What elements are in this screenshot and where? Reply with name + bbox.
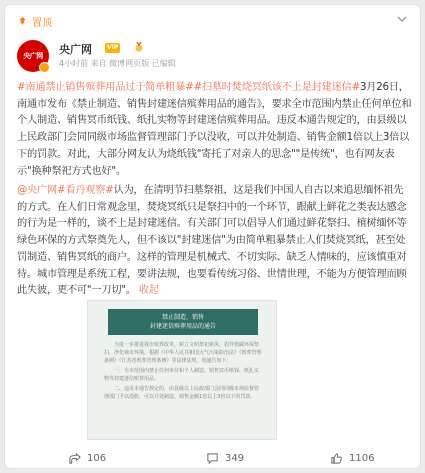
image-header: 禁止制造、销售 封建迷信殡葬用品的通告 [108,309,258,335]
comment-count: 349 [225,453,245,464]
post-source: 微博网页版 [109,59,150,68]
verified-badge-icon [39,62,50,73]
share-icon [68,452,81,465]
share-count: 106 [87,453,107,464]
image-paragraph: 二、违反本通告规定的，由县级以上民政部门会同同级市场监督管理部门予以没收，可以并处制造、销售金额1倍以上3倍以下的罚款。 [104,386,260,400]
thumbs-up-icon [330,452,343,465]
hashtag-link[interactable]: #看丹观察# [56,185,114,196]
post-paragraph-1 [17,80,413,180]
hashtag-link[interactable]: #扫墓时焚烧冥纸该不上是封建迷信# [193,82,360,93]
comment-button[interactable] [206,452,244,465]
chevron-down-icon[interactable] [394,11,410,27]
like-count: 1106 [349,453,375,464]
edited-label[interactable]: 已编辑 [151,59,176,68]
post-meta [59,58,176,69]
pin-icon [17,16,28,27]
image-paragraph: 一、全市范围内禁止任何单位和个人制造、销售冥币纸钱、纸扎实物等封建迷信殡葬用品。 [104,368,260,382]
like-button[interactable] [330,452,374,465]
source-prefix: 来自 [90,59,107,68]
post-body-text: 认为，在清明节扫墓祭祖，这是我们中国人自古以来追思缅怀祖先的方式。在人们日常观念里，焚烧冥纸只是祭扫中的一个环节，跟献上鲜花之类表达感念的行为是一样的，谈不上是封建迷信。有关部门可以倡导人们通过鲜花祭扫、植树缅怀等绿色环保的方式祭奠先人，但不该以"封建迷信"为由简单粗暴禁止人们焚烧冥纸，甚至处罚制造、销售冥纸的商户。这样的管理是机械式、不切实际、缺乏人情味的，应该慎重对待。城市管理是系统工程，要讲法规，也要看传统习俗、世情世理，不能为方便管理而顾此失彼，更不可"一刀切"。 [17,185,407,297]
post-time[interactable]: 4小时前 [59,59,89,68]
hashtag-link[interactable]: #南通禁止销售殡葬用品过于简单粗暴# [17,82,194,93]
image-paragraph: 为进一步推进我市殡葬改革，树立文明祭祀新风，倡导低碳环保祭扫，净化城市环境，根据《中华人民共和国大气污染防治法》《殡葬管理条例》《江苏省殡葬管理条例》等法律法规，现通告如下： [104,342,262,364]
image-body [104,341,262,403]
vip-badge[interactable]: VIP [107,44,119,51]
weibo-post-card [4,4,421,469]
share-button[interactable] [68,452,106,465]
post-paragraph-2 [17,183,413,300]
post-image[interactable] [87,300,277,440]
medal-icon[interactable] [134,42,144,53]
author-name[interactable]: 央广网 [59,43,92,56]
pinned-indicator [17,13,52,29]
comment-icon [206,452,219,465]
avatar[interactable]: 央广网 [17,40,49,72]
mention-link[interactable]: @央广网 [17,185,57,196]
pinned-label: 置顶 [32,17,52,29]
collapse-link[interactable]: 收起 [138,285,159,297]
action-bar [5,450,421,469]
post-body-text: 3月26日，南通市发布《禁止制造、销售封建迷信殡葬用品的通告》，要求全市范围内禁止任何单位和个人制造、销售冥币纸钱、纸扎实物等封建迷信殡葬用品。违反本通告规定的，由县级以上民政部门会同同级市场监督管理部门予以没收，可以并处制造、销售金额1倍以上3倍以下的罚款。对此，大部分网友认为烧纸钱"寄托了对亲人的思念""是传统"，也有网友表示"换种祭祀方式也好"。 [17,82,412,177]
